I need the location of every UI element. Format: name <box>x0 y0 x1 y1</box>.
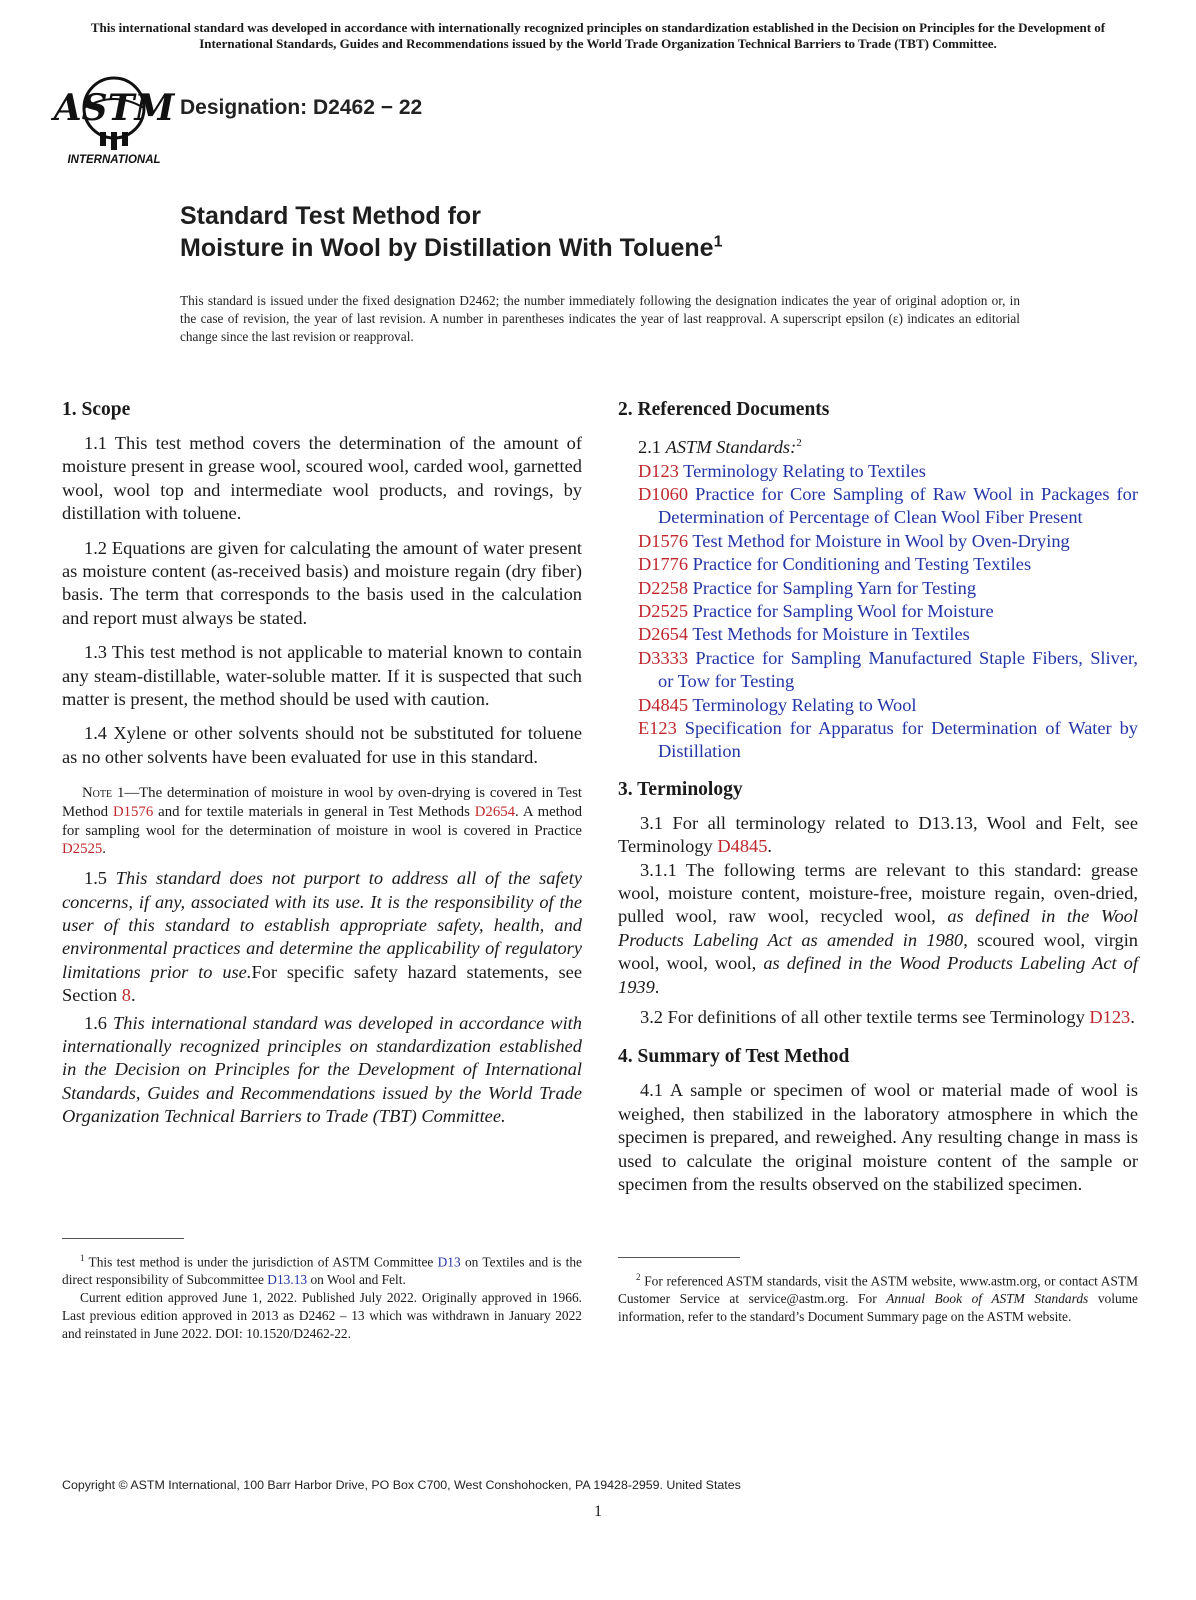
top-notice: This international standard was developed in accordance with internationally recognized principles on standardization established in the Decision on Principles for the Development of International Standards, Guides and Recommendations issued by the World Trade Organization Technical Barriers to Trade (TBT) Committee. <box>90 20 1106 51</box>
ref-link-d2525[interactable]: D2525 <box>62 841 103 858</box>
title-line-2: Moisture in Wool by Distillation With Toluene$^1$ <box>180 233 723 262</box>
right-column <box>618 398 1138 1197</box>
title-footnote-mark: 1 <box>713 233 723 251</box>
note-1: Note 1—The determination of moisture in wool by oven-drying is covered in Test Method D1576 and for textile materials in general in Test Methods D2654. A method for sampling wool for the determination of moisture in wool is covered in Practice D2525. <box>62 785 582 858</box>
para-1-4: 1.4 Xylene or other solvents should not be substituted for toluene as no other solvents have been evaluated for use in this standard. <box>62 723 582 767</box>
left-column <box>62 398 582 1129</box>
footnote-1-text: $^1$ This test method is under the jurisdiction of ASTM Committee D13 on Textiles and is the direct responsibility of Subcommittee D13.13 on Wool and Felt. <box>62 1253 582 1288</box>
refdocs-heading: 2. Referenced Documents <box>618 399 830 420</box>
scope-heading: 1. Scope <box>62 399 131 420</box>
para-3-1: 3.1 For all terminology related to D13.13, Wool and Felt, see Terminology D4845. <box>618 812 1138 857</box>
designation: Designation: D2462 − 22 <box>180 96 423 119</box>
footnote-2-text: $^2$ For referenced ASTM standards, visit the ASTM website, www.astm.org, or contact ASTM Customer Service at service@astm.org. For Annual Book of ASTM Standards volume information, refer to the standard’s Document Summary page on the ASTM website. <box>618 1272 1138 1325</box>
ref-link-d1576[interactable]: D1576 <box>112 803 154 820</box>
footnote-1 <box>62 1238 582 1343</box>
ref-link-d4845[interactable]: D4845 <box>717 836 768 857</box>
ref-item[interactable]: D2525 Practice for Sampling Wool for Moisture <box>638 600 994 621</box>
footnote-2 <box>618 1257 1138 1326</box>
ref-link-d13-13[interactable]: D13.13 <box>267 1272 308 1288</box>
ref-item[interactable]: D1776 Practice for Conditioning and Testing Textiles <box>638 554 1032 575</box>
svg-text:ASTM: ASTM <box>53 87 175 129</box>
svg-text:INTERNATIONAL: INTERNATIONAL <box>67 154 161 166</box>
astm-standards-subheading: 2.1 ASTM Standards:$^2$ <box>638 437 802 458</box>
para-1-3: 1.3 This test method is not applicable to material known to contain any steam-distillable, water-soluble matter. If it is suspected that such matter is present, the method should be used with caution. <box>62 642 582 710</box>
terminology-heading: 3. Terminology <box>618 778 743 800</box>
ref-link-d2654[interactable]: D2654 <box>474 803 516 820</box>
ref-link-d13[interactable]: D13 <box>437 1254 461 1270</box>
para-1-1: 1.1 This test method covers the determination of the amount of moisture present in grease wool, scoured wool, carded wool, garnetted wool, wool top and intermediate wool products, and rovings, by distillation with toluene. <box>62 433 582 524</box>
ref-item[interactable]: E123 Specification for Apparatus for Determination of Water by Distillation <box>638 718 1138 762</box>
summary-heading: 4. Summary of Test Method <box>618 1046 850 1068</box>
ref-item[interactable]: D4845 Terminology Relating to Wool <box>638 694 917 715</box>
referenced-documents-list <box>618 460 1138 764</box>
issued-note: This standard is issued under the fixed designation D2462; the number immediately following the designation indicates the year of original adoption or, in the case of revision, the year of last revision. A number in parentheses indicates the year of last reapproval. A superscript epsilon (ε) indicates an editorial change since the last revision or reapproval. <box>180 293 1020 344</box>
document-title <box>180 200 1080 264</box>
ref-link-section-8[interactable]: 8 <box>121 985 131 1006</box>
para-1-2: 1.2 Equations are given for calculating the amount of water present as moisture content (as-received basis) and moisture regain (dry fiber) basis. The term that corresponds to the basis used in the calculation and report must always be stated. <box>62 537 582 628</box>
copyright-notice: Copyright © ASTM International, 100 Barr Harbor Drive, PO Box C700, West Conshohocken, PA 19428-2959. United States <box>62 1478 741 1492</box>
ref-item[interactable]: D1576 Test Method for Moisture in Wool by Oven-Drying <box>638 530 1070 551</box>
page-number: 1 <box>594 1503 602 1520</box>
para-1-6: 1.6 This international standard was developed in accordance with internationally recognized principles on standardization established in the Decision on Principles for the Development of International Standards, Guides and Recommendations issued by the World Trade Organization Technical Barriers to Trade (TBT) Committee. <box>62 1012 582 1127</box>
ref-item[interactable]: D2258 Practice for Sampling Yarn for Testing <box>638 577 977 598</box>
footnote-rule <box>618 1257 740 1258</box>
footnote-1-edition: Current edition approved June 1, 2022. Published July 2022. Originally approved in 1966. Last previous edition approved in 2013 as D2462 – 13 which was withdrawn in January 2022 and reinstated in June 2022. DOI: 10.1520/D2462-22. <box>62 1290 582 1342</box>
para-3-2: 3.2 For definitions of all other textile terms see Terminology D123. <box>640 1007 1135 1028</box>
footnote-rule <box>62 1238 184 1239</box>
para-3-1-1: 3.1.1 The following terms are relevant to this standard: grease wool, moisture content, moisture-free, moisture regain, oven-dried, pulled wool, raw wool, recycled wool, as defined in the Wool Products Labeling Act as amended in 1980, scoured wool, virgin wool, wool, wool, as defined in the Wood Products Labeling Act of 1939. <box>618 859 1139 997</box>
ref-item[interactable]: D2654 Test Methods for Moisture in Textiles <box>638 624 970 645</box>
title-line-1: Standard Test Method for <box>180 202 481 230</box>
para-4-1: 4.1 A sample or specimen of wool or material made of wool is weighed, then stabilized in the laboratory atmosphere in which the specimen is prepared, and reweighed. Any resulting change in mass is used to calculate the original moisture content of the sample or specimen from the results observed on the stabilized specimen. <box>618 1080 1138 1195</box>
ref-item[interactable]: D3333 Practice for Sampling Manufactured Staple Fibers, Sliver, or Tow for Testing <box>638 647 1138 692</box>
ref-link-d123[interactable]: D123 <box>1089 1007 1131 1028</box>
para-1-5: 1.5 This standard does not purport to address all of the safety concerns, if any, associated with its use. It is the responsibility of the user of this standard to establish appropriate safety, health, and environmental practices and determine the applicability of regulatory limitations prior to use.For specific safety hazard statements, see Section 8. <box>62 868 582 1006</box>
ref-item[interactable]: D123 Terminology Relating to Textiles <box>638 460 926 481</box>
astm-logo <box>53 70 175 168</box>
ref-item[interactable]: D1060 Practice for Core Sampling of Raw Wool in Packages for Determination of Percentage of Clean Wool Fiber Present <box>638 483 1138 528</box>
